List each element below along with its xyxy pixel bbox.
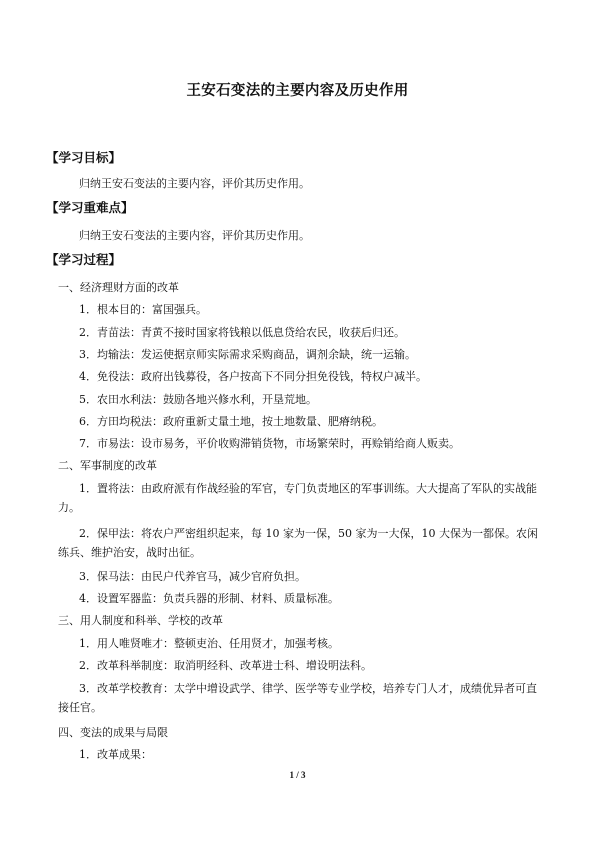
part1-item: 4．免役法：政府出钱募役，各户按高下不同分担免役钱，特权户减半。 xyxy=(79,370,427,383)
key-points-heading: 【学习重难点】 xyxy=(46,200,134,215)
part2-heading: 二、军事制度的改革 xyxy=(58,459,157,472)
page-number: 1 / 3 xyxy=(289,770,306,780)
part2-item: 1．置将法：由政府派有作战经验的军官，专门负责地区的军事训练。大大提高了军队的实战能力。 xyxy=(58,482,537,514)
part1-item: 5．农田水利法：鼓励各地兴修水利，开垦荒地。 xyxy=(79,393,317,406)
part1-item: 2．青苗法：青黄不接时国家将钱粮以低息贷给农民，收获后归还。 xyxy=(79,326,405,339)
part3-item: 3．改革学校教育：太学中增设武学、律学、医学等专业学校，培养专门人才，成绩优异者可直接任官。 xyxy=(58,682,537,714)
part3-heading: 三、用人制度和科举、学校的改革 xyxy=(58,614,223,627)
part2-item: 4．设置军器监：负责兵器的形制、材料、质量标准。 xyxy=(79,592,339,605)
part4-item: 1．改革成果： xyxy=(79,748,152,761)
part1-item: 1．根本目的：富国强兵。 xyxy=(79,303,207,316)
key-points-text: 归纳王安石变法的主要内容，评价其历史作用。 xyxy=(79,229,310,242)
part3-item: 1．用人唯贤唯才：整顿吏治、任用贤才，加强考核。 xyxy=(79,637,339,650)
process-heading: 【学习过程】 xyxy=(46,252,122,267)
part2-item: 2．保甲法：将农户严密组织起来，每 10 家为一保，50 家为一大保，10 大保为一都保。农闲练兵、维护治安，战时出征。 xyxy=(58,527,538,559)
part1-item: 7．市易法：设市易务，平价收购滞销货物，市场繁荣时，再赊销给商人贩卖。 xyxy=(79,437,460,450)
document-title: 王安石变法的主要内容及历史作用 xyxy=(186,83,409,99)
part1-item: 6．方田均税法：政府重新丈量土地，按土地数量、肥瘠纳税。 xyxy=(79,415,383,428)
part1-item: 3．均输法：发运使据京师实际需求采购商品，调剂余缺，统一运输。 xyxy=(79,348,416,361)
part2-item: 3．保马法：由民户代养官马，减少官府负担。 xyxy=(79,570,306,583)
goal-heading: 【学习目标】 xyxy=(46,150,122,165)
goal-text: 归纳王安石变法的主要内容，评价其历史作用。 xyxy=(79,177,310,190)
part3-item: 2．改革科举制度：取消明经科、改革进士科、增设明法科。 xyxy=(79,659,372,672)
part1-heading: 一、经济理财方面的改革 xyxy=(58,281,179,294)
part4-heading: 四、变法的成果与局限 xyxy=(58,726,168,739)
